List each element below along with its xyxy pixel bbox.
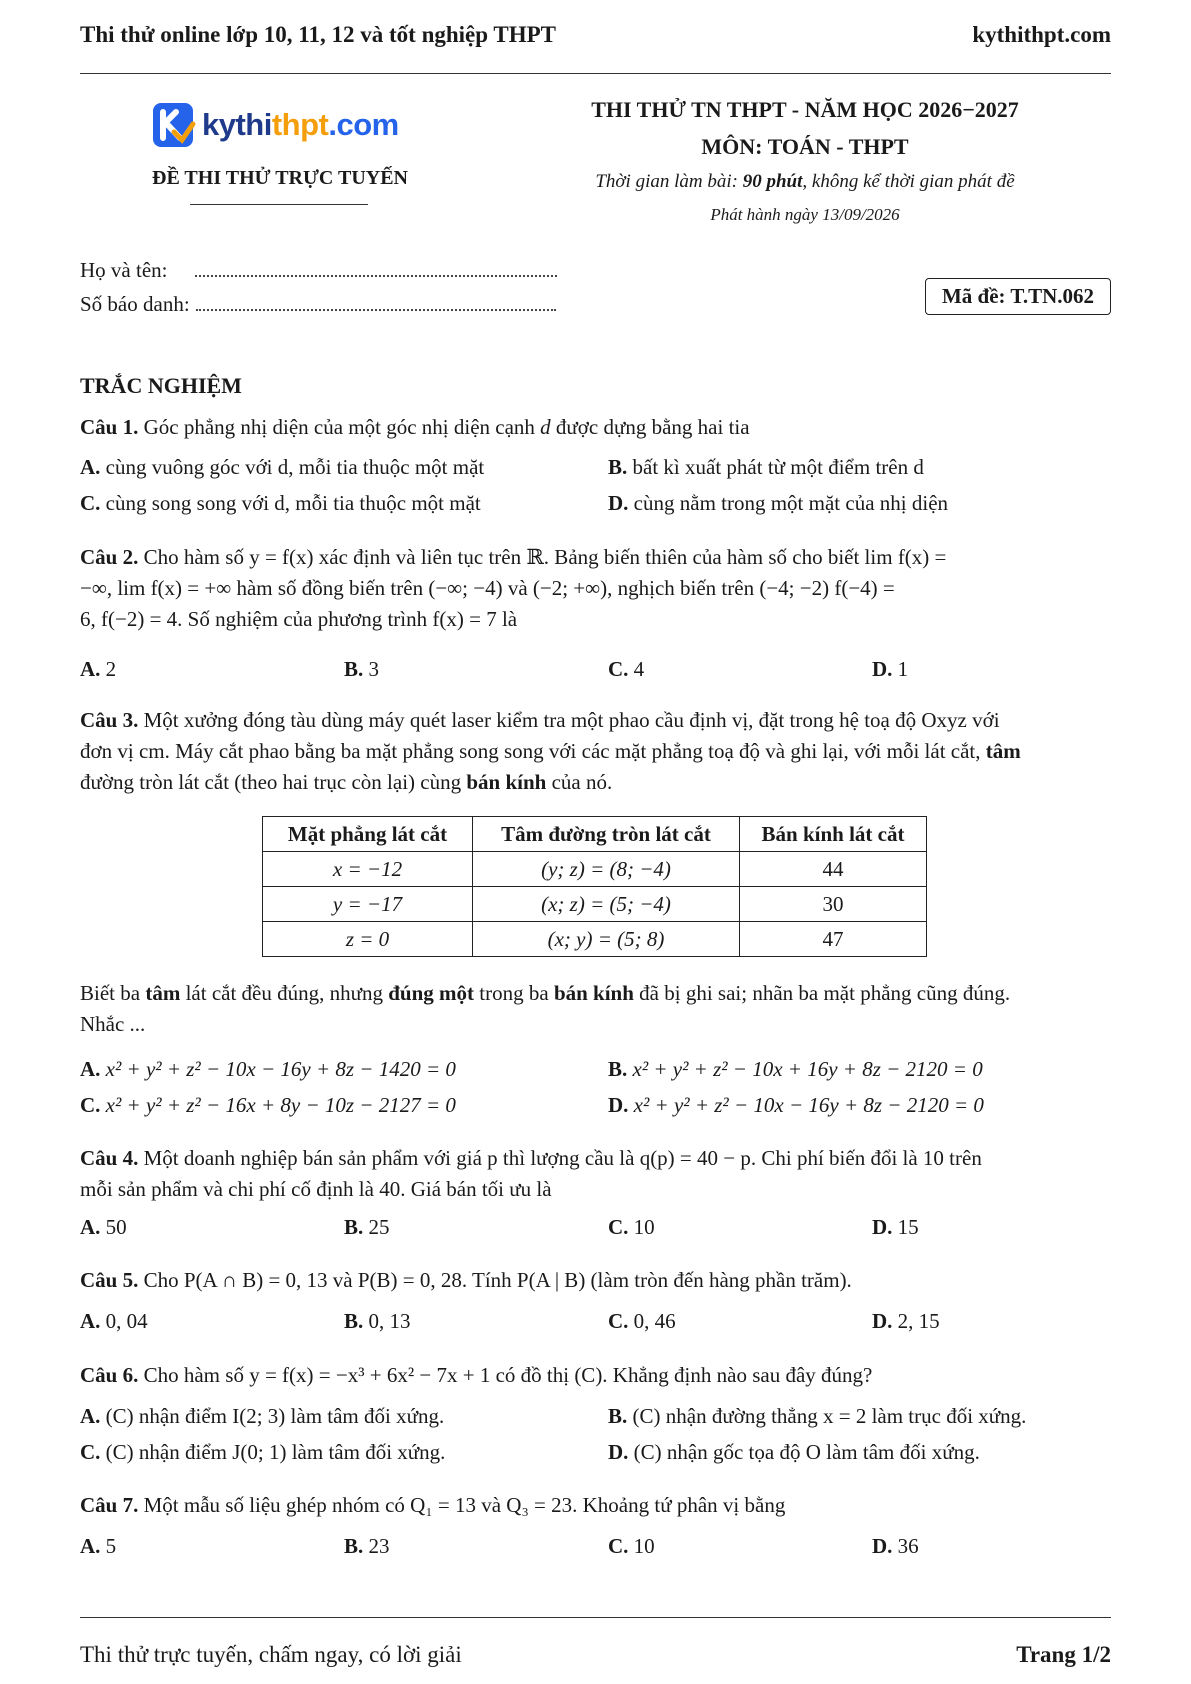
table-header: Bán kính lát cắt (740, 817, 927, 852)
section-title: TRẮC NGHIỆM (80, 373, 242, 398)
question-1: Câu 1. Góc phẳng nhị diện của một góc nhị diện cạnh d được dựng bằng hai tia (80, 415, 750, 439)
table-cell: (y; z) = (8; −4) (473, 852, 740, 887)
q6-option-b[interactable]: B. (C) nhận đường thẳng x = 2 làm trục đối xứng. (608, 1404, 1027, 1428)
table-header-row (263, 817, 927, 852)
table-cell: y = −17 (263, 887, 473, 922)
table-cell: x = −12 (263, 852, 473, 887)
q3-option-a[interactable]: A. x² + y² + z² − 10x − 16y + 8z − 1420 = 0 (80, 1057, 456, 1081)
question-3: Câu 3. Một xưởng đóng tàu dùng máy quét laser kiểm tra một phao cầu định vị, đặt trong hệ toạ độ Oxyz với đơn vị cm. Máy cắt phao bằng ba mặt phẳng song song với các mặt phẳng toạ độ và ghi lại, với mỗi lát cắt, tâm đường tròn lát cắt (theo hai trục còn lại) cùng bán kính của nó. (80, 708, 1021, 794)
q1-option-d[interactable]: D. cùng nằm trong một mặt của nhị diện (608, 491, 949, 515)
question-2: Câu 2. Cho hàm số y = f(x) xác định và liên tục trên ℝ. Bảng biến thiên của hàm số cho biết lim f(x) = −∞, lim f(x) = +∞ hàm số đồng biến trên (−∞; −4) và (−2; +∞), nghịch biến trên (−4; −2) f(−4) = 6, f(−2) = 4. Số nghiệm của phương trình f(x) = 7 là (80, 545, 947, 631)
table-cell: 47 (740, 922, 927, 957)
question-4: Câu 4. Một doanh nghiệp bán sản phẩm với giá p thì lượng cầu là q(p) = 40 − p. Chi phí biến đổi là 10 trên mỗi sản phẩm và chi phí cố định là 40. Giá bán tối ưu là (80, 1146, 982, 1201)
q1-option-c[interactable]: C. cùng song song với d, mỗi tia thuộc một mặt (80, 491, 481, 515)
table-header: Mặt phẳng lát cắt (263, 817, 473, 852)
table-row (263, 852, 927, 887)
q1-option-a[interactable]: A. cùng vuông góc với d, mỗi tia thuộc một mặt (80, 455, 485, 479)
exam-title: THI THỬ TN THPT - NĂM HỌC 2026−2027 (591, 97, 1019, 122)
left-subtitle: ĐỀ THI THỬ TRỰC TUYẾN (152, 167, 408, 189)
footer-divider (80, 1617, 1111, 1618)
q2-option-b[interactable]: B. 3 (344, 657, 380, 681)
table-cell: z = 0 (263, 922, 473, 957)
header-left-text: Thi thử online lớp 10, 11, 12 và tốt nghiệp THPT (80, 22, 556, 47)
logo-wordmark: kythithpt.com (202, 107, 399, 142)
name-dotted-line[interactable] (195, 261, 557, 277)
q5-option-a[interactable]: A. 0, 04 (80, 1309, 148, 1333)
question-3-note: Biết ba tâm lát cắt đều đúng, nhưng đúng một trong ba bán kính đã bị ghi sai; nhãn ba mặt phẳng cũng đúng. Nhắc ... (80, 981, 1011, 1036)
page-number: Trang 1/2 (1016, 1642, 1111, 1667)
q3-option-b[interactable]: B. x² + y² + z² − 10x + 16y + 8z − 2120 = 0 (608, 1057, 983, 1081)
table-cell: 44 (740, 852, 927, 887)
q4-option-d[interactable]: D. 15 (872, 1215, 919, 1239)
table-row (263, 922, 927, 957)
question-6: Câu 6. Cho hàm số y = f(x) = −x³ + 6x² − 7x + 1 có đồ thị (C). Khẳng định nào sau đây đúng? (80, 1363, 873, 1387)
header-site-link[interactable]: kythithpt.com (972, 22, 1111, 47)
q4-option-a[interactable]: A. 50 (80, 1215, 127, 1239)
slice-table (262, 816, 927, 957)
q2-option-a[interactable]: A. 2 (80, 657, 117, 681)
q6-option-a[interactable]: A. (C) nhận điểm I(2; 3) làm tâm đối xứng. (80, 1404, 445, 1428)
q2-option-c[interactable]: C. 4 (608, 657, 645, 681)
q6-option-d[interactable]: D. (C) nhận gốc tọa độ O làm tâm đối xứng. (608, 1440, 980, 1464)
question-7: Câu 7. Một mẫu số liệu ghép nhóm có Q₁ = 13 và Q₃ = 23. Khoảng tứ phân vị bằng (80, 1493, 786, 1517)
q7-option-a[interactable]: A. 5 (80, 1534, 117, 1558)
id-label: Số báo danh: (80, 292, 190, 316)
q5-option-d[interactable]: D. 2, 15 (872, 1309, 940, 1333)
header-divider (80, 73, 1111, 74)
release-date: Phát hành ngày 13/09/2026 (710, 205, 900, 224)
exam-code-badge: Mã đề: T.TN.062 (925, 278, 1111, 315)
subtitle-underline (190, 204, 368, 205)
table-cell: 30 (740, 887, 927, 922)
q3-option-d[interactable]: D. x² + y² + z² − 10x − 16y + 8z − 2120 = 0 (608, 1093, 984, 1117)
table-header: Tâm đường tròn lát cắt (473, 817, 740, 852)
q5-option-b[interactable]: B. 0, 13 (344, 1309, 411, 1333)
q4-option-c[interactable]: C. 10 (608, 1215, 655, 1239)
id-field[interactable] (80, 292, 556, 317)
exam-subject: MÔN: TOÁN - THPT (701, 134, 909, 159)
footer-left-text: Thi thử trực tuyến, chấm ngay, có lời giải (80, 1642, 462, 1667)
site-logo[interactable] (150, 100, 399, 150)
q7-option-c[interactable]: C. 10 (608, 1534, 655, 1558)
q3-option-c[interactable]: C. x² + y² + z² − 16x + 8y − 10z − 2127 = 0 (80, 1093, 456, 1117)
q6-option-c[interactable]: C. (C) nhận điểm J(0; 1) làm tâm đối xứng. (80, 1440, 446, 1464)
q2-option-d[interactable]: D. 1 (872, 657, 909, 681)
q4-option-b[interactable]: B. 25 (344, 1215, 390, 1239)
q5-option-c[interactable]: C. 0, 46 (608, 1309, 676, 1333)
q7-option-b[interactable]: B. 23 (344, 1534, 390, 1558)
table-cell: (x; z) = (5; −4) (473, 887, 740, 922)
table-cell: (x; y) = (5; 8) (473, 922, 740, 957)
id-dotted-line[interactable] (196, 295, 556, 311)
logo-icon (150, 100, 196, 150)
name-label: Họ và tên: (80, 258, 168, 282)
name-field[interactable] (80, 258, 557, 283)
q1-option-b[interactable]: B. bất kì xuất phát từ một điểm trên d (608, 455, 924, 479)
exam-time: Thời gian làm bài: 90 phút, không kể thời gian phát đề (595, 171, 1015, 192)
question-5: Câu 5. Cho P(A ∩ B) = 0, 13 và P(B) = 0, 28. Tính P(A | B) (làm tròn đến hàng phần trăm). (80, 1268, 852, 1292)
q7-option-d[interactable]: D. 36 (872, 1534, 919, 1558)
table-row (263, 887, 927, 922)
